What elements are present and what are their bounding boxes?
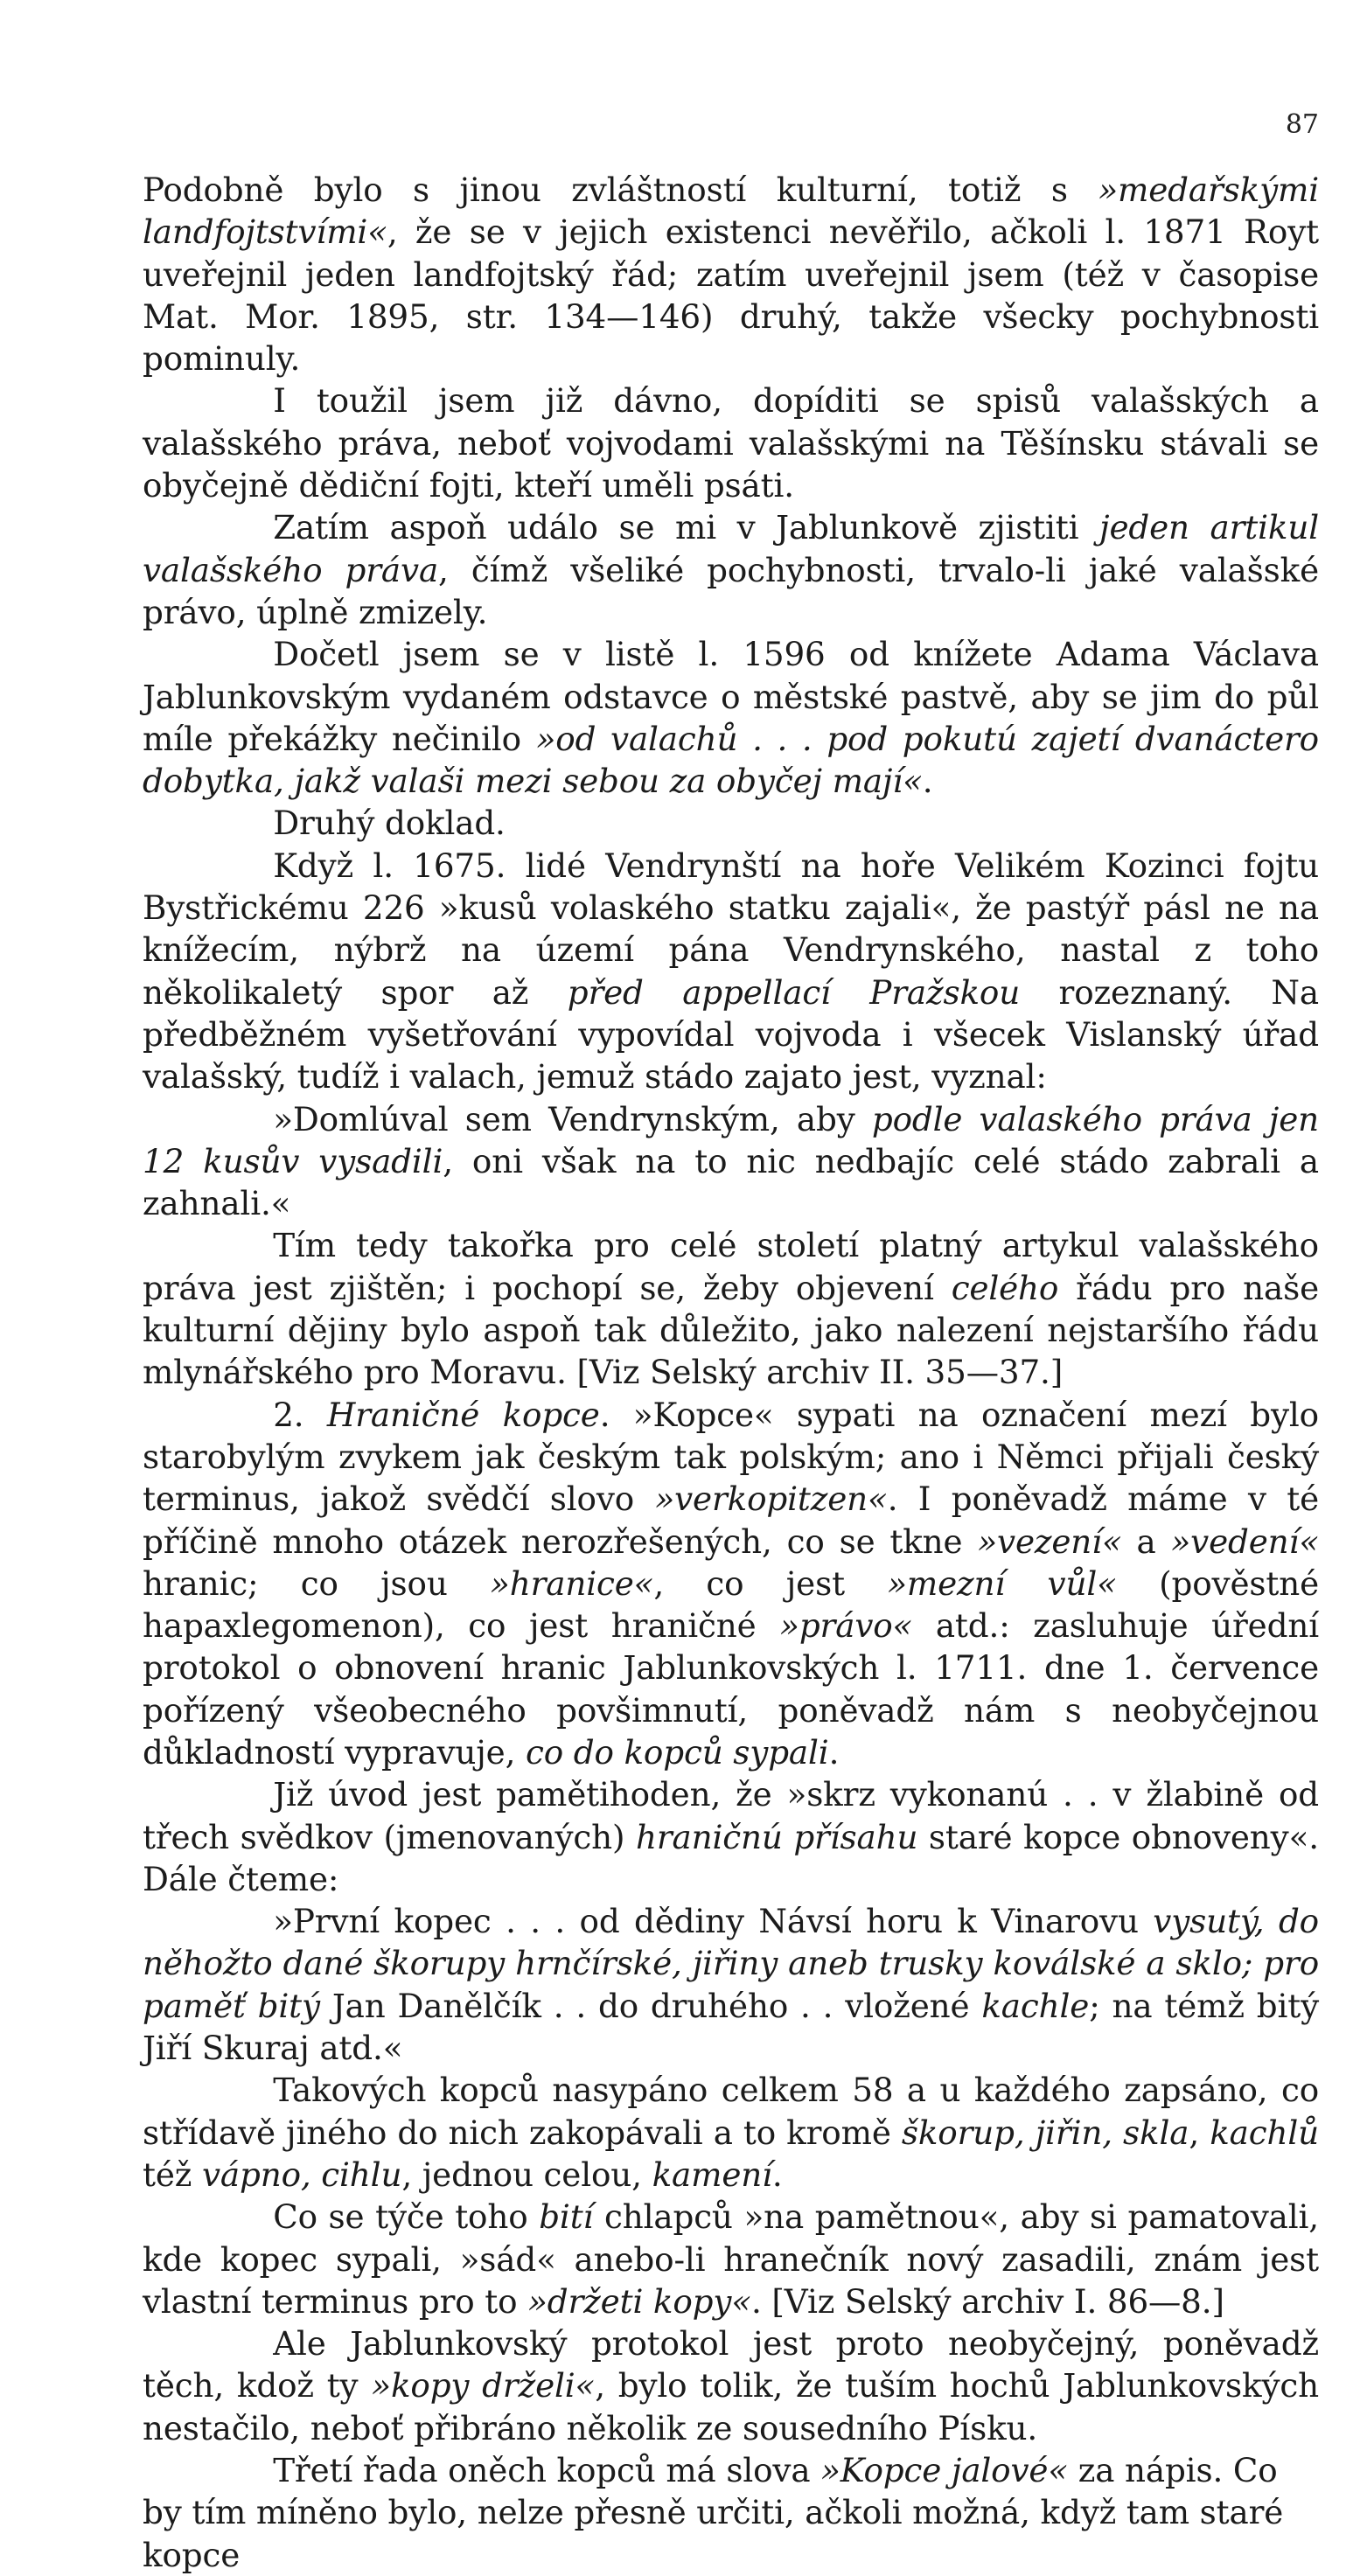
italic-run: »Kopce jalové«: [820, 2451, 1068, 2490]
italic-run: »vezení«: [977, 1521, 1122, 1561]
italic-run: »držeti kopy«: [527, 2281, 751, 2321]
italic-run: Hraničné kopce: [326, 1395, 600, 1434]
text-run: též: [143, 2155, 202, 2194]
paragraph: [143, 379, 1319, 506]
text-run: . [Viz Selský archiv I. 86—8.]: [751, 2281, 1224, 2321]
paragraph: [143, 1773, 1319, 1900]
text-run: chlapců »na pamětnou«, aby si pamatovali, kde kopec sypali, »sád« anebo-li hranečník nový zasadili, znám jest vlastní terminus pro to: [143, 2197, 1319, 2321]
paragraph: [143, 2069, 1319, 2196]
text-run: Takových kopců nasypáno celkem 58 a u každého zapsáno, co střídavě jiného do nich zakopávali a to kromě: [143, 2071, 1319, 2152]
italic-run: před appellací Pražskou: [567, 972, 1021, 1012]
text-run: Podobně bylo s jinou zvláštností kulturní, totiž s: [143, 171, 1098, 209]
italic-run: »hranice«: [490, 1563, 654, 1603]
text-run: ; na témž bitý Jiří Skuraj atd.«: [143, 1986, 1319, 2068]
text-run: , co jest: [653, 1563, 888, 1603]
italic-run: »mezní vůl«: [887, 1563, 1117, 1603]
text-run: řádu pro naše kulturní dějiny bylo aspoň tak důležito, jako nalezení nejstaršího řádu mlynářského pro Moravu. [Viz Selský archiv II. 35—37.]: [143, 1268, 1319, 1392]
paragraph: [143, 1394, 1319, 1774]
paragraph: [143, 169, 1319, 379]
text-run: , čímž všeliké pochybnosti, trvalo-li jaké valašské právo, úplně zmizely.: [143, 550, 1319, 631]
text-run: Již úvod jest pamětihoden, že »skrz vykonanú . . v žlabině od třech svědkov (jmenovaných): [143, 1775, 1319, 1856]
text-run: atd.: zasluhuje úřední protokol o obnovení hranic Jablunkovských l. 1711. dne 1. července pořízený všeobecného povšimnutí, poněvadž nám s neobyčejnou důkladností vypravuje,: [143, 1606, 1319, 1772]
italic-run: celého: [951, 1268, 1059, 1307]
text-run: Ale Jablunkovský protokol jest proto neobyčejný, poněvadž těch, kdož ty: [143, 2324, 1319, 2405]
text-run: rozeznaný. Na předběžném vyšetřování vypovídal vojvoda i všecek Vislanský úřad valašský, tudíž i valach, jemuž stádo zajato jest, vyznal:: [143, 972, 1319, 1097]
paragraph: [143, 1900, 1319, 2069]
text-run: a: [1121, 1521, 1171, 1561]
paragraph: [143, 802, 1319, 844]
text-run: hranic; co jsou: [143, 1563, 491, 1603]
text-run: Zatím aspoň událo se mi v Jablunkově zjistiti: [273, 508, 1100, 547]
text-run: za nápis. Co by tím míněno bylo, nelze přesně určiti, ačkoli možná, když tam staré kopce: [143, 2451, 1284, 2574]
text-run: »První kopec . . . od dědiny Návsí horu k Vinarovu: [273, 1902, 1154, 1941]
text-run: .: [828, 1732, 840, 1772]
text-run: .: [771, 2155, 783, 2194]
italic-run: škorup, jiřin, skla: [901, 2113, 1189, 2152]
text-run: , oni však na to nic nedbajíc celé stádo zabrali a zahnali.«: [143, 1141, 1319, 1223]
paragraph: [143, 633, 1319, 802]
italic-run: jeden artikul valašského práva: [143, 508, 1320, 589]
body-text: [143, 169, 1319, 2576]
text-run: I toužil jsem již dávno, dopíditi se spisů valašských a valašského práva, neboť vojvodami valašskými na Těšínsku stávali se obyčejně dědiční fojti, kteří uměli psáti.: [143, 381, 1319, 505]
text-run: , jednou celou,: [401, 2155, 652, 2194]
italic-run: co do kopců sypali: [526, 1732, 829, 1772]
italic-run: kachle: [981, 1986, 1090, 2025]
text-run: staré kopce obnoveny«. Dále čteme:: [143, 1817, 1319, 1898]
italic-run: »verkopitzen«: [654, 1479, 888, 1519]
paragraph: [143, 1098, 1319, 1225]
text-run: (pověstné hapaxlegomenon), co jest hraničné: [143, 1563, 1320, 1646]
text-run: Co se týče toho: [273, 2197, 540, 2237]
italic-run: »od valachů . . . pod pokutú zajetí dvanáctero dobytka, jakž valaši mezi sebou za obyčej mají«: [143, 719, 1319, 801]
text-run: . »Kopce« sypati na označení mezí bylo starobylým zvykem jak českým tak polským; ano i Němci přijali český terminus, jakož svědčí slovo: [143, 1395, 1319, 1519]
text-run: Dočetl jsem se v listě l. 1596 od knížete Adama Václava Jablunkovským vydaném odstavce o městské pastvě, aby se jim do půl míle překážky nečinilo: [143, 635, 1319, 758]
paragraph: [143, 506, 1319, 633]
text-run: ,: [1189, 2113, 1210, 2152]
text-run: 2.: [273, 1395, 327, 1434]
paragraph: [143, 2449, 1319, 2576]
paragraph: [143, 2322, 1319, 2449]
italic-run: »kopy drželi«: [371, 2366, 596, 2405]
page-number: 87: [1285, 109, 1319, 140]
paragraph: [143, 845, 1319, 1098]
text-run: Druhý doklad.: [273, 804, 506, 843]
italic-run: kachlů: [1210, 2113, 1319, 2152]
text-run: »Domlúval sem Vendrynským, aby: [273, 1099, 872, 1138]
italic-run: bití: [539, 2197, 594, 2237]
text-run: Tím tedy takořka pro celé století platný artykul valašského práva jest zjištěn; i pochopí se, žeby objevení: [143, 1226, 1319, 1307]
text-run: , bylo tolik, že tuším hochů Jablunkovských nestačilo, neboť přibráno několik ze sousedního Písku.: [143, 2366, 1320, 2447]
italic-run: vápno, cihlu: [201, 2155, 402, 2194]
italic-run: podle valaského práva jen 12 kusův vysadili: [143, 1099, 1319, 1180]
text-run: Když l. 1675. lidé Vendrynští na hoře Velikém Kozinci fojtu Bystřickému 226 »kusů volaského statku zajali«, že pastýř pásl ne na knížecím, nýbrž na území pána Vendrynského, nastal z toho několikaletý spor až: [143, 846, 1319, 1012]
text-run: Jan Danělčík . . do druhého . . vložené: [319, 1986, 982, 2025]
italic-run: kamení: [652, 2155, 772, 2194]
text-run: , že se v jejich existenci nevěřilo, ačkoli l. 1871 Royt uveřejnil jeden landfojtský řád; zatím uveřejnil jsem (též v časopise Mat. Mor. 1895, str. 134—146) druhý, takže všecky pochybnosti pominuly.: [143, 212, 1319, 379]
italic-run: »právo«: [779, 1606, 913, 1646]
italic-run: vysutý, do něhožto dané škorupy hrnčírské, jiřiny aneb trusky koválské a sklo; pro paměť bitý: [143, 1902, 1319, 2025]
italic-run: hraničnú přísahu: [635, 1817, 918, 1856]
text-run: . I poněvadž máme v té příčině mnoho otázek nerozřešených, co se tkne: [143, 1479, 1320, 1561]
italic-run: »vedení«: [1170, 1521, 1319, 1561]
italic-run: »medařskými landfojtstvími«: [143, 171, 1319, 252]
paragraph: [143, 1224, 1319, 1393]
text-run: .: [922, 762, 933, 801]
text-run: Třetí řada oněch kopců má slova: [273, 2451, 821, 2490]
paragraph: [143, 2196, 1319, 2322]
